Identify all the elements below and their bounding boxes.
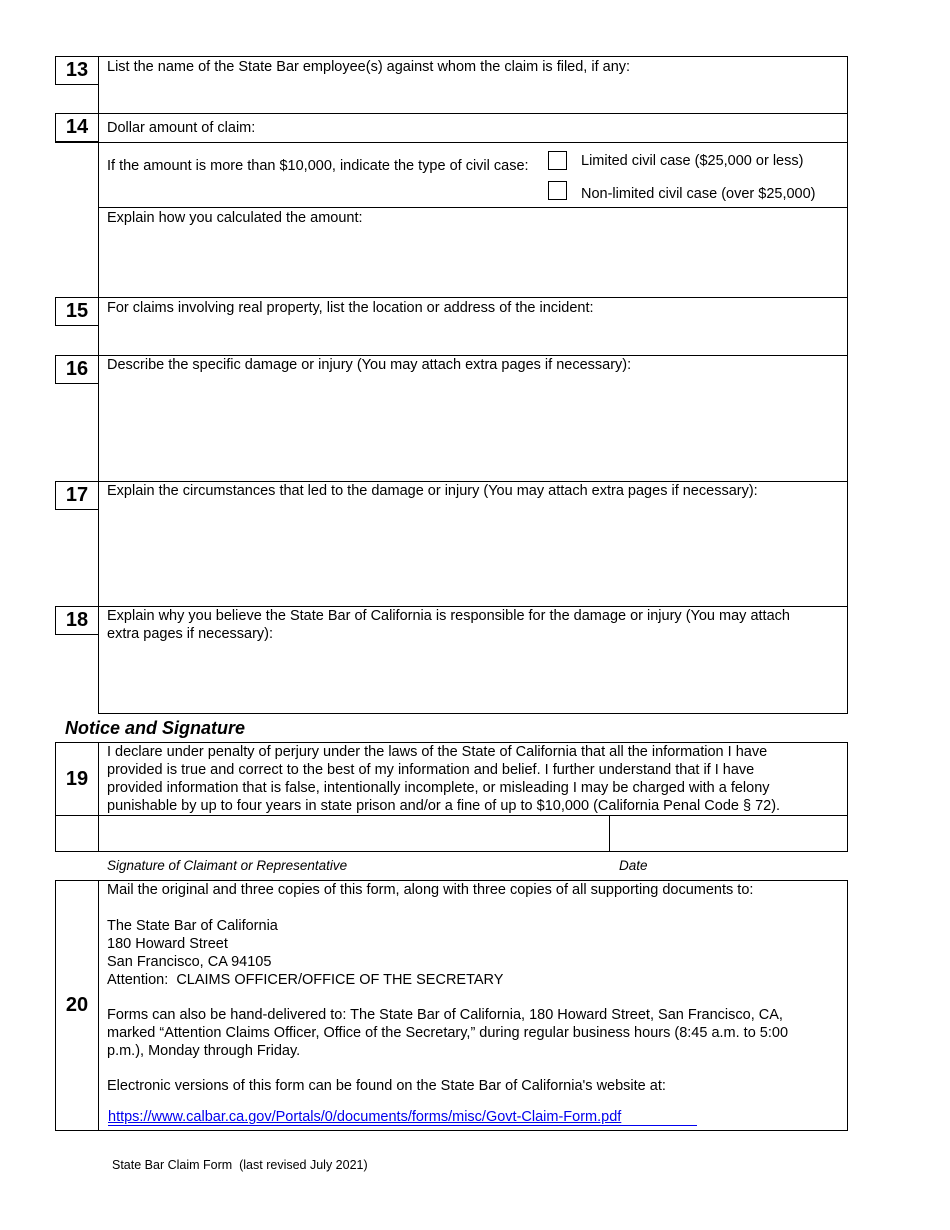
declaration-line4: punishable by up to four years in state prison and/or a fine of up to $10,000 (California Penal Code § 72). (107, 798, 781, 814)
item-number-13: 13 (55, 56, 99, 85)
form-url-link[interactable]: https://www.calbar.ca.gov/Portals/0/documents/forms/misc/Govt-Claim-Form.pdf (108, 1109, 622, 1125)
address-line4: Attention: CLAIMS OFFICER/OFFICE OF THE SECRETARY (107, 972, 504, 988)
item-number-19: 19 (65, 767, 89, 790)
date-label: Date (619, 858, 648, 873)
section-heading-notice: Notice and Signature (65, 718, 246, 738)
divider (55, 815, 848, 816)
declaration-line3: provided information that is false, intentionally incomplete, or misleading I may be charged with a felony (107, 780, 770, 796)
address-line1: The State Bar of California (107, 918, 278, 934)
item-16-input-area[interactable] (100, 378, 846, 480)
item-14-label: Dollar amount of claim: (107, 120, 256, 136)
civil-case-prompt: If the amount is more than $10,000, indicate the type of civil case: (107, 158, 529, 174)
hand-delivery-line1: Forms can also be hand-delivered to: The State Bar of California, 180 Howard Street, San Francisco, CA, (107, 1007, 783, 1023)
mail-intro: Mail the original and three copies of this form, along with three copies of all supporting documents to: (107, 882, 754, 898)
nonlimited-civil-case-label: Non-limited civil case (over $25,000) (581, 186, 816, 202)
electronic-intro: Electronic versions of this form can be found on the State Bar of California's website at: (107, 1078, 666, 1094)
hand-delivery-line3: p.m.), Monday through Friday. (107, 1043, 301, 1059)
item-17-label: Explain the circumstances that led to the damage or injury (You may attach extra pages if necessary): (107, 483, 758, 499)
link-underline-extension (108, 1125, 697, 1126)
date-input[interactable] (611, 817, 846, 850)
declaration-line1: I declare under penalty of perjury under the laws of the State of California that all the information I have (107, 744, 768, 760)
dollar-amount-input[interactable] (270, 115, 846, 141)
item-13-input-area[interactable] (100, 78, 846, 112)
item-number-17: 17 (55, 481, 99, 510)
address-line2: 180 Howard Street (107, 936, 228, 952)
item-13-label: List the name of the State Bar employee(s) against whom the claim is filed, if any: (107, 59, 631, 75)
explain-calculation-input[interactable] (100, 230, 846, 296)
divider (98, 207, 848, 208)
item-15-input-area[interactable] (100, 320, 846, 354)
address-line3: San Francisco, CA 94105 (107, 954, 272, 970)
hand-delivery-line2: marked “Attention Claims Officer, Office of the Secretary,” during regular business hours (8:45 a.m. to 5:00 (107, 1025, 789, 1041)
item-number-16: 16 (55, 355, 99, 384)
item-number-18: 18 (55, 606, 99, 635)
declaration-line2: provided is true and correct to the best of my information and belief. I further understand that if I have (107, 762, 755, 778)
item-18-label-line2: extra pages if necessary): (107, 626, 274, 642)
signature-input[interactable] (100, 817, 608, 850)
item-number-20: 20 (65, 994, 89, 1016)
footer-text: State Bar Claim Form (last revised July 2021) (112, 1158, 368, 1172)
limited-civil-case-checkbox[interactable] (548, 151, 567, 170)
nonlimited-civil-case-checkbox[interactable] (548, 181, 567, 200)
item-number-15: 15 (55, 297, 99, 326)
divider (55, 113, 848, 114)
limited-civil-case-label: Limited civil case ($25,000 or less) (581, 153, 804, 169)
divider (609, 815, 610, 852)
divider (55, 142, 848, 143)
divider (55, 297, 848, 298)
item-18-input-area[interactable] (100, 646, 846, 712)
explain-calculation-label: Explain how you calculated the amount: (107, 210, 363, 226)
item-number-14: 14 (55, 113, 99, 142)
item-18-label-line1: Explain why you believe the State Bar of California is responsible for the damage or injury (You may attach (107, 608, 790, 624)
item-15-label: For claims involving real property, list the location or address of the incident: (107, 300, 594, 316)
item-17-input-area[interactable] (100, 504, 846, 605)
signature-label: Signature of Claimant or Representative (107, 858, 348, 873)
item-16-label: Describe the specific damage or injury (You may attach extra pages if necessary): (107, 357, 632, 373)
